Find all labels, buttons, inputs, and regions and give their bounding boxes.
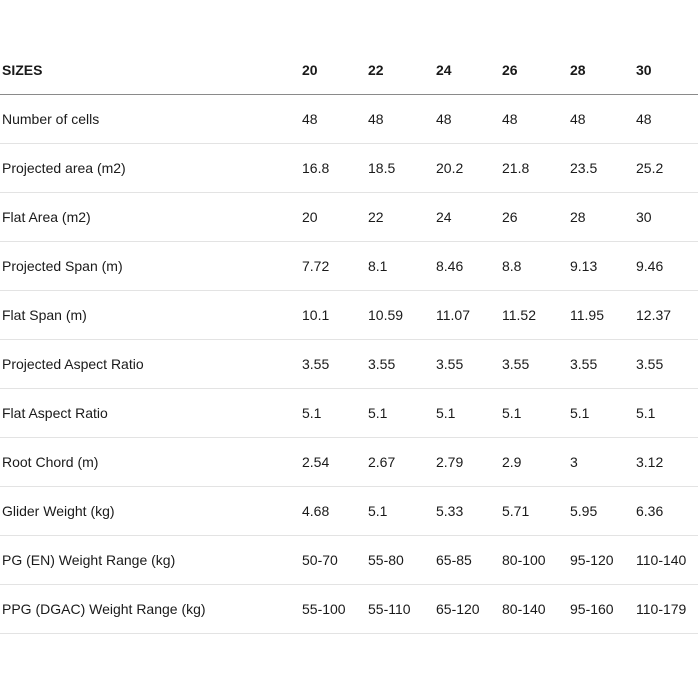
table-cell: 2.79 (434, 438, 500, 487)
table-row (0, 536, 698, 585)
table-row (0, 144, 698, 193)
row-label: Projected area (m2) (0, 144, 300, 193)
table-cell: 10.1 (300, 291, 366, 340)
table-cell: 48 (634, 95, 698, 144)
table-cell: 5.1 (300, 389, 366, 438)
table-cell: 25.2 (634, 144, 698, 193)
table-cell: 55-80 (366, 536, 434, 585)
row-label: Flat Span (m) (0, 291, 300, 340)
table-cell: 65-120 (434, 585, 500, 634)
table-row (0, 291, 698, 340)
size-column-header: 30 (634, 46, 698, 95)
table-cell: 3.55 (300, 340, 366, 389)
row-label: Glider Weight (kg) (0, 487, 300, 536)
table-cell: 48 (500, 95, 568, 144)
table-cell: 26 (500, 193, 568, 242)
table-cell: 80-140 (500, 585, 568, 634)
table-cell: 3.55 (568, 340, 634, 389)
table-cell: 3.12 (634, 438, 698, 487)
row-label: Projected Span (m) (0, 242, 300, 291)
table-cell: 18.5 (366, 144, 434, 193)
table-cell: 3.55 (634, 340, 698, 389)
size-column-header: 22 (366, 46, 434, 95)
table-cell: 2.67 (366, 438, 434, 487)
table-row (0, 242, 698, 291)
table-cell: 65-85 (434, 536, 500, 585)
table-cell: 5.71 (500, 487, 568, 536)
table-cell: 23.5 (568, 144, 634, 193)
table-cell: 48 (300, 95, 366, 144)
table-cell: 110-179 (634, 585, 698, 634)
table-cell: 2.54 (300, 438, 366, 487)
table-cell: 11.95 (568, 291, 634, 340)
table-cell: 3.55 (434, 340, 500, 389)
table-cell: 22 (366, 193, 434, 242)
table-row (0, 487, 698, 536)
table-cell: 5.1 (366, 389, 434, 438)
table-cell: 6.36 (634, 487, 698, 536)
row-label: PG (EN) Weight Range (kg) (0, 536, 300, 585)
table-cell: 8.46 (434, 242, 500, 291)
header-row (0, 46, 698, 95)
table-cell: 48 (434, 95, 500, 144)
table-cell: 5.1 (366, 487, 434, 536)
table-cell: 21.8 (500, 144, 568, 193)
table-cell: 3 (568, 438, 634, 487)
sizes-header: SIZES (0, 46, 300, 95)
table-row (0, 585, 698, 634)
row-label: PPG (DGAC) Weight Range (kg) (0, 585, 300, 634)
table-cell: 9.46 (634, 242, 698, 291)
table-cell: 110-140 (634, 536, 698, 585)
table-cell: 7.72 (300, 242, 366, 291)
row-label: Number of cells (0, 95, 300, 144)
table-cell: 8.8 (500, 242, 568, 291)
table-cell: 4.68 (300, 487, 366, 536)
table-row (0, 193, 698, 242)
table-cell: 20.2 (434, 144, 500, 193)
table-cell: 20 (300, 193, 366, 242)
row-label: Root Chord (m) (0, 438, 300, 487)
table-row (0, 340, 698, 389)
table-cell: 12.37 (634, 291, 698, 340)
table-cell: 28 (568, 193, 634, 242)
table-cell: 11.07 (434, 291, 500, 340)
table-cell: 95-120 (568, 536, 634, 585)
table-body (0, 95, 698, 634)
table-cell: 55-110 (366, 585, 434, 634)
table-cell: 16.8 (300, 144, 366, 193)
table-cell: 5.1 (568, 389, 634, 438)
size-column-header: 24 (434, 46, 500, 95)
table-cell: 8.1 (366, 242, 434, 291)
table-cell: 55-100 (300, 585, 366, 634)
size-column-header: 28 (568, 46, 634, 95)
table-row (0, 438, 698, 487)
specifications-table (0, 46, 698, 634)
table-cell: 11.52 (500, 291, 568, 340)
table-cell: 5.33 (434, 487, 500, 536)
table-cell: 5.95 (568, 487, 634, 536)
row-label: Projected Aspect Ratio (0, 340, 300, 389)
table-cell: 3.55 (366, 340, 434, 389)
table-cell: 80-100 (500, 536, 568, 585)
table-cell: 30 (634, 193, 698, 242)
table-cell: 48 (568, 95, 634, 144)
table-cell: 10.59 (366, 291, 434, 340)
table-header (0, 46, 698, 95)
table-cell: 5.1 (434, 389, 500, 438)
table-cell: 95-160 (568, 585, 634, 634)
row-label: Flat Aspect Ratio (0, 389, 300, 438)
table-row (0, 95, 698, 144)
table-cell: 48 (366, 95, 434, 144)
table-cell: 2.9 (500, 438, 568, 487)
row-label: Flat Area (m2) (0, 193, 300, 242)
table-cell: 5.1 (634, 389, 698, 438)
table-cell: 24 (434, 193, 500, 242)
table-cell: 50-70 (300, 536, 366, 585)
size-column-header: 26 (500, 46, 568, 95)
table-cell: 5.1 (500, 389, 568, 438)
table-row (0, 389, 698, 438)
size-column-header: 20 (300, 46, 366, 95)
table-cell: 3.55 (500, 340, 568, 389)
table-cell: 9.13 (568, 242, 634, 291)
